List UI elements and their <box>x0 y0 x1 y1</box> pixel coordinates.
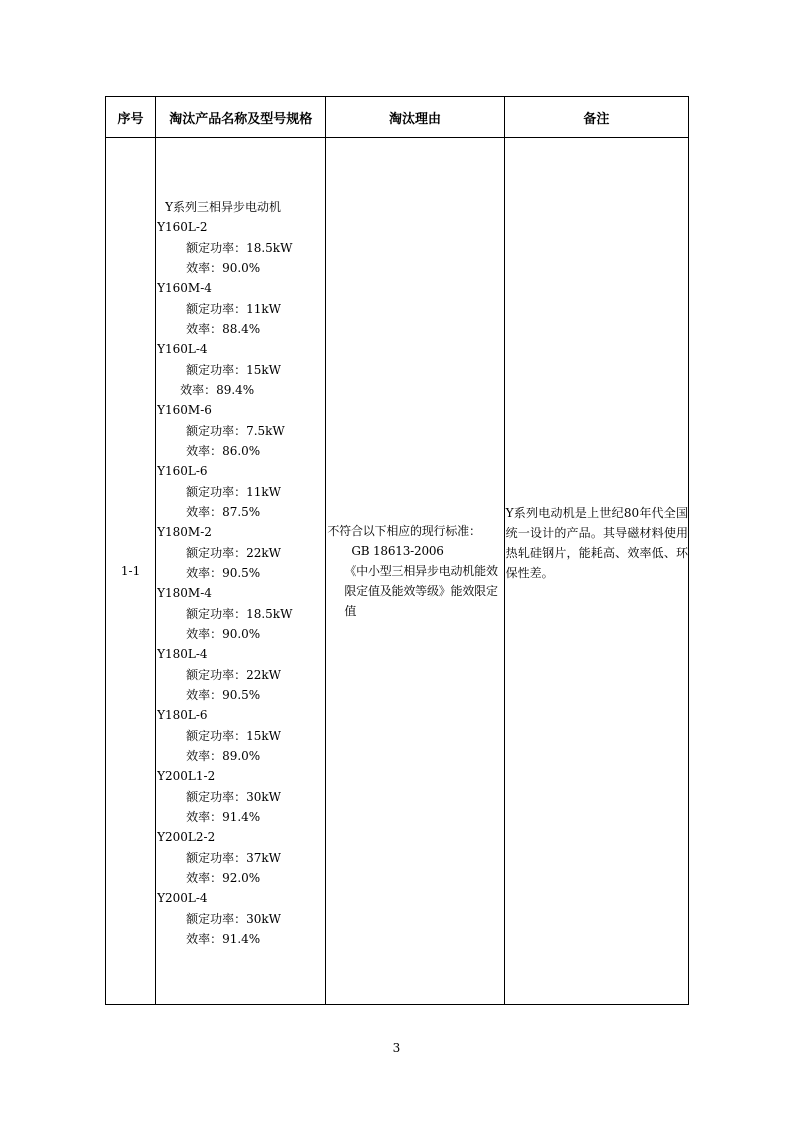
power-spec: 额定功率：30kW <box>186 912 281 926</box>
model-label: Y160L-6 <box>157 464 208 478</box>
reason-line: 《中小型三相异步电动机能效限定值及能效等级》能效限定值 <box>344 564 498 618</box>
efficiency-spec: 效率：88.4% <box>186 322 261 336</box>
model-label: Y160L-4 <box>157 342 208 356</box>
reason-line: 不符合以下相应的现行标准： <box>327 524 481 538</box>
power-spec: 额定功率：11kW <box>186 302 281 316</box>
power-spec: 额定功率：22kW <box>186 546 281 560</box>
model-label: Y160L-2 <box>157 220 208 234</box>
product-title: Y系列三相异步电动机 <box>165 200 282 214</box>
model-label: Y160M-6 <box>157 403 212 417</box>
model-label: Y180L-6 <box>157 708 208 722</box>
power-spec: 额定功率：15kW <box>186 363 281 377</box>
efficiency-spec: 效率：86.0% <box>186 444 261 458</box>
header-note: 备注 <box>504 97 688 138</box>
model-label: Y160M-4 <box>157 281 212 295</box>
efficiency-spec: 效率：87.5% <box>186 505 261 519</box>
power-spec: 额定功率：30kW <box>186 790 281 804</box>
header-name: 淘汰产品名称及型号规格 <box>156 97 326 138</box>
header-seq: 序号 <box>106 97 156 138</box>
power-spec: 额定功率：18.5kW <box>186 241 293 255</box>
page-number: 3 <box>392 1041 401 1055</box>
model-label: Y180M-2 <box>157 525 212 539</box>
power-spec: 额定功率：7.5kW <box>186 424 285 438</box>
power-spec: 额定功率：15kW <box>186 729 281 743</box>
reason-text <box>326 521 503 621</box>
power-spec: 额定功率：37kW <box>186 851 281 865</box>
efficiency-spec: 效率：91.4% <box>186 932 261 946</box>
power-spec: 额定功率：18.5kW <box>186 607 293 621</box>
model-label: Y180M-4 <box>157 586 212 600</box>
model-label: Y200L1-2 <box>157 769 216 783</box>
header-reason: 淘汰理由 <box>326 97 504 138</box>
efficiency-spec: 效率：91.4% <box>186 810 261 824</box>
reason-standard: GB 18613-2006 <box>351 544 444 558</box>
power-spec: 额定功率：11kW <box>186 485 281 499</box>
efficiency-spec: 效率：90.0% <box>186 627 261 641</box>
note-text: Y系列电动机是上世纪80年代全国统一设计的产品。其导磁材料使用热轧硅钢片，能耗高、效率低、环保性差。 <box>505 506 688 580</box>
power-spec: 额定功率：22kW <box>186 668 281 682</box>
efficiency-spec: 效率：90.5% <box>186 688 261 702</box>
efficiency-spec: 效率：90.5% <box>186 566 261 580</box>
cell-reason <box>326 138 504 1005</box>
efficiency-spec: 效率：92.0% <box>186 871 261 885</box>
efficiency-spec: 效率：89.0% <box>186 749 261 763</box>
efficiency-spec: 效率：90.0% <box>186 261 261 275</box>
cell-seq: 1-1 <box>106 138 156 1005</box>
table-row <box>106 138 689 1005</box>
model-label: Y180L-4 <box>157 647 208 661</box>
efficiency-spec: 效率：89.4% <box>180 383 255 397</box>
elimination-table <box>105 96 689 1005</box>
product-list <box>157 198 292 949</box>
model-label: Y200L-4 <box>157 891 208 905</box>
model-label: Y200L2-2 <box>157 830 216 844</box>
table-header-row <box>106 97 689 138</box>
cell-name <box>156 138 326 1005</box>
cell-note <box>504 138 688 1005</box>
